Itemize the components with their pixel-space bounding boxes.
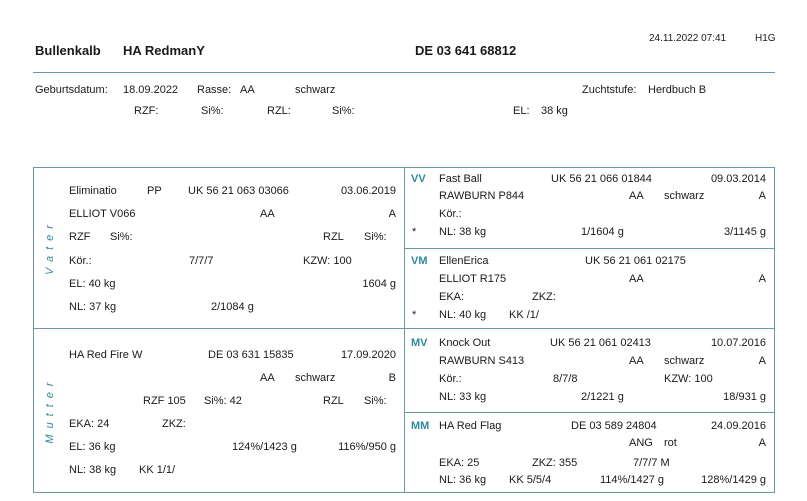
el-value: 38 kg	[541, 105, 568, 117]
vm-breed: AA	[629, 273, 644, 285]
mm-name: HA Red Flag	[439, 420, 502, 432]
mutter-rzf: RZF 105	[143, 395, 186, 407]
mv-tag: MV	[411, 337, 428, 349]
mutter-split-line	[404, 412, 775, 413]
mm-kk: KK 5/5/4	[509, 474, 552, 486]
vater-el: EL: 40 kg	[69, 278, 116, 290]
vater-side-label: Vater	[44, 219, 56, 275]
color-value: schwarz	[295, 84, 336, 96]
vater-kzw: KZW: 100	[303, 255, 352, 267]
pedigree-center-line	[404, 167, 405, 493]
mm-nl: NL: 36 kg	[439, 474, 487, 486]
rzf-label: RZF:	[134, 105, 159, 117]
vm-nl: NL: 40 kg	[439, 309, 487, 321]
el-label: EL:	[513, 105, 530, 117]
vm-eka: EKA:	[439, 291, 465, 303]
mm-class: A	[758, 437, 766, 449]
mutter-name: HA Red Fire W	[69, 349, 143, 361]
birth-value: 18.09.2022	[123, 84, 179, 96]
mv-kzw: KZW: 100	[664, 373, 713, 385]
animal-name: HA RedmanY	[123, 43, 205, 58]
vv-nl-right: 3/1145 g	[723, 226, 766, 238]
mv-nl: NL: 33 kg	[439, 391, 487, 403]
vater-line2: ELLIOT V066	[69, 208, 136, 220]
birth-label: Geburtsdatum:	[35, 84, 108, 96]
vv-line2: RAWBURN P844	[439, 190, 525, 202]
mm-zkz: ZKZ: 355	[532, 457, 578, 469]
mv-date: 10.07.2016	[710, 337, 766, 349]
vm-kk: KK /1/	[509, 309, 539, 321]
vm-star: *	[412, 309, 417, 321]
ear-tag: DE 03 641 68812	[415, 43, 517, 58]
mm-date: 24.09.2016	[710, 420, 766, 432]
mv-kor-value: 8/7/8	[553, 373, 578, 385]
mutter-side-label: Mutter	[44, 376, 56, 444]
vv-name: Fast Ball	[439, 173, 482, 185]
vater-date: 03.06.2019	[340, 185, 396, 197]
mv-class: A	[758, 355, 766, 367]
vv-tag: VV	[411, 173, 426, 185]
mm-ear: DE 03 589 24804	[571, 420, 657, 432]
mutter-nl: NL: 38 kg	[69, 464, 117, 476]
rzl-label: RZL:	[267, 105, 291, 117]
vv-class: A	[758, 190, 766, 202]
mv-nl-right: 18/931 g	[723, 391, 766, 403]
vm-class: A	[758, 273, 766, 285]
animal-type: Bullenkalb	[35, 43, 101, 58]
mv-ear: UK 56 21 061 02413	[550, 337, 651, 349]
vm-line2: ELLIOT R175	[439, 273, 507, 285]
breed-value: AA	[240, 84, 255, 96]
mm-tag: MM	[411, 420, 430, 432]
vv-nl: NL: 38 kg	[439, 226, 487, 238]
vater-si2: Si%:	[364, 231, 387, 243]
mutter-ear: DE 03 631 15835	[208, 349, 294, 361]
mutter-rzl: RZL	[323, 395, 344, 407]
vater-si1: Si%:	[110, 231, 133, 243]
mutter-zkz: ZKZ:	[162, 418, 186, 430]
vv-date: 09.03.2014	[710, 173, 766, 185]
vater-rzl: RZL	[323, 231, 344, 243]
zucht-label: Zuchtstufe:	[582, 84, 637, 96]
mm-color: rot	[664, 437, 677, 449]
vater-split-line	[404, 248, 775, 249]
si1-label: Si%:	[201, 105, 224, 117]
mutter-class: B	[388, 372, 396, 384]
vm-name: EllenErica	[439, 255, 489, 267]
vv-color: schwarz	[664, 190, 705, 202]
vater-kor-label: Kör.:	[69, 255, 92, 267]
vm-zkz: ZKZ:	[532, 291, 556, 303]
vater-name: Eliminatio	[69, 185, 117, 197]
vater-kor-value: 7/7/7	[189, 255, 214, 267]
vm-ear: UK 56 21 061 02175	[585, 255, 686, 267]
mutter-el-right: 116%/950 g	[338, 441, 396, 453]
mutter-breed: AA	[260, 372, 275, 384]
vv-ear: UK 56 21 066 01844	[551, 173, 652, 185]
vater-class: A	[388, 208, 396, 220]
mutter-el: EL: 36 kg	[69, 441, 116, 453]
vv-kor: Kör.:	[439, 208, 462, 220]
vv-breed: AA	[629, 190, 644, 202]
mm-kor-value: 7/7/7 M	[633, 457, 670, 469]
mm-nl-right: 128%/1429 g	[701, 474, 766, 486]
mm-nl-mid: 114%/1427 g	[600, 474, 665, 486]
mutter-date: 17.09.2020	[340, 349, 396, 361]
breed-label: Rasse:	[197, 84, 232, 96]
vater-el-right: 1604 g	[362, 278, 396, 290]
vater-nl: NL: 37 kg	[69, 301, 117, 313]
mutter-kk: KK 1/1/	[139, 464, 176, 476]
mv-line2: RAWBURN S413	[439, 355, 525, 367]
mv-name: Knock Out	[439, 337, 491, 349]
print-datetime: 24.11.2022 07:41	[649, 33, 727, 44]
vater-breed: AA	[260, 208, 275, 220]
mutter-eka: EKA: 24	[69, 418, 110, 430]
mv-nl-mid: 2/1221 g	[581, 391, 624, 403]
vm-tag: VM	[411, 255, 428, 267]
vv-nl-mid: 1/1604 g	[581, 226, 624, 238]
vater-nl-mid: 2/1084 g	[211, 301, 254, 313]
pedigree-middle-line	[33, 328, 775, 329]
print-code: H1G	[755, 33, 776, 44]
vater-pp: PP	[147, 185, 162, 197]
mv-breed: AA	[629, 355, 644, 367]
mm-eka: EKA: 25	[439, 457, 480, 469]
mv-color: schwarz	[664, 355, 705, 367]
header-divider	[33, 72, 775, 73]
mutter-el-mid: 124%/1423 g	[232, 441, 297, 453]
mutter-color: schwarz	[295, 372, 336, 384]
mv-kor: Kör.:	[439, 373, 462, 385]
mm-breed: ANG	[629, 437, 653, 449]
vater-rzf: RZF	[69, 231, 91, 243]
si2-label: Si%:	[332, 105, 355, 117]
vv-star: *	[412, 226, 417, 238]
zucht-value: Herdbuch B	[648, 84, 707, 96]
mutter-si1: Si%: 42	[204, 395, 242, 407]
mutter-si2: Si%:	[364, 395, 387, 407]
vater-ear: UK 56 21 063 03066	[188, 185, 289, 197]
